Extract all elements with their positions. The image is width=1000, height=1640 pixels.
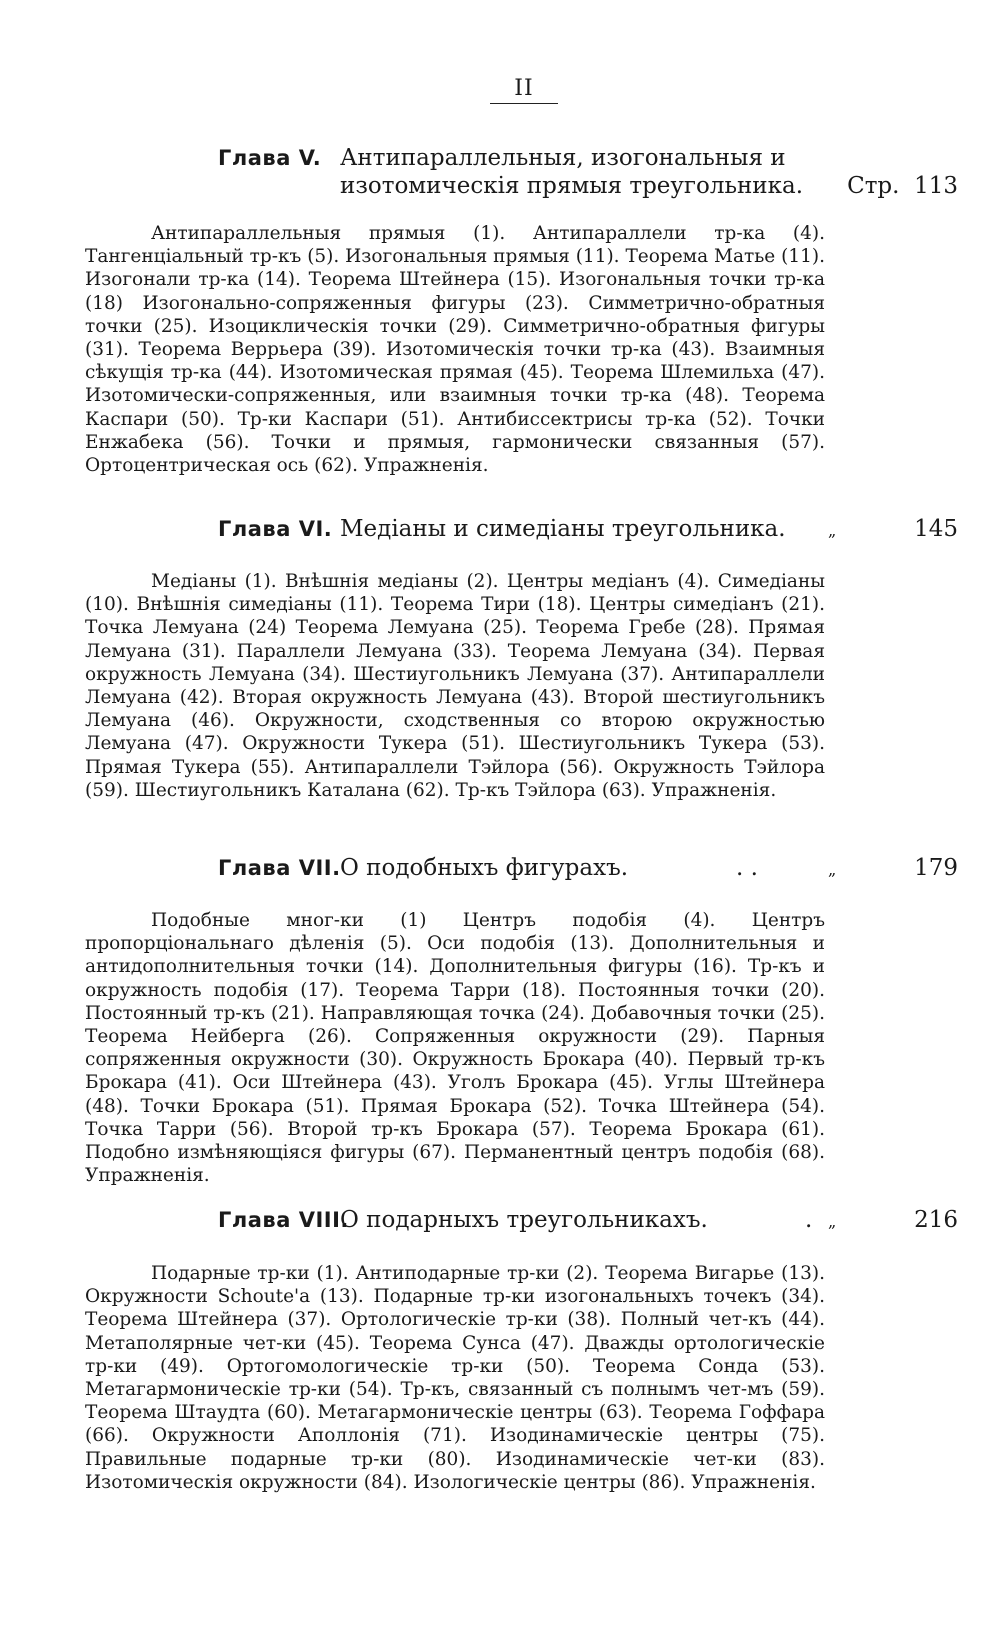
page-value: 145 xyxy=(914,516,958,542)
page-number: II xyxy=(490,76,558,104)
chapter-heading xyxy=(218,854,958,882)
ditto-mark: „ xyxy=(828,521,837,540)
chapter-contents: Антипараллельныя прямыя (1). Антипараллели тр-ка (4). Тангенціальный тр-къ (5). Изогональныя прямыя (11). Теорема Матье (11). Изогонали тр-ка (14). Теорема Штейнера (15). Изогональныя точки тр-ка (18) Изогонально-сопряженныя фигуры (23). Симметрично-обратныя точки (25). Изоциклическія точки (29). Симметрично-обратныя фигуры (31). Теорема Веррьера (39). Изотомическія точки тр-ка (43). Взаимныя сѣкущія тр-ка (44). Изотомическая прямая (45). Теорема Шлемильха (47). Изотомически-сопряженныя, или взаимныя точки тр-ка (48). Теорема Каспари (50). Тр-ки Каспари (51). Антибиссектрисы тр-ка (52). Точки Енжабека (56). Точки и прямыя, гармонически связанныя (57). Ортоцентрическая ось (62). Упражненія. xyxy=(85,223,825,477)
chapter-heading xyxy=(218,515,958,543)
page-value: 179 xyxy=(914,855,958,881)
chapter-label: Глава VI. xyxy=(218,517,333,541)
chapter-contents: Подобные мног-ки (1) Центръ подобія (4). Центръ пропорціональнаго дѣленія (5). Оси подобія (13). Дополнительныя и антидополнительныя точки (14). Дополнительныя фигуры (16). Тр-къ и окружность подобія (17). Теорема Тарри (18). Постоянныя точки (20). Постоянный тр-къ (21). Направляющая точка (24). Добавочныя точки (25). Теорема Нейберга (26). Сопряженныя окружности (29). Парныя сопряженныя окружности (30). Окружность Брокара (40). Первый тр-къ Брокара (41). Оси Штейнера (43). Уголъ Брокара (45). Углы Штейнера (48). Точки Брокара (51). Прямая Брокара (52). Точка Штейнера (54). Точка Тарри (56). Второй тр-къ Брокара (57). Теорема Брокара (61). Подобно измѣняющіяся фигуры (67). Перманентный центръ подобія (68). Упражненія. xyxy=(85,910,825,1187)
chapter-title: Антипараллельныя, изогональныя и xyxy=(340,145,786,171)
ditto-mark: „ xyxy=(828,1212,837,1231)
ditto-mark: „ xyxy=(828,860,837,879)
chapter-title: Медіаны и симедіаны треугольника. xyxy=(340,516,786,542)
chapter-title-continued: изотомическія прямыя треугольника. xyxy=(340,173,804,199)
leader-dots: . . xyxy=(736,855,758,881)
chapter-contents: Подарные тр-ки (1). Антиподарные тр-ки (2). Теорема Вигарье (13). Окружности Schoute'a (13). Подарные тр-ки изогональныхъ точекъ (34). Теорема Штейнера (37). Ортологическіе тр-ки (38). Полный чет-къ (44). Метаполярные чет-ки (45). Теорема Сунса (47). Дважды ортологическіе тр-ки (49). Ортогомологическіе тр-ки (50). Теорема Сонда (53). Метагармоническіе тр-ки (54). Тр-къ, связанный съ полнымъ чет-мъ (59). Теорема Штаудта (60). Метагармоническіе центры (63). Теорема Гоффара (66). Окружности Аполлонія (71). Изодинамическіе центры (75). Правильные подарные тр-ки (80). Изодинамическіе чет-ки (83). Изотомическія окружности (84). Изологическіе центры (86). Упражненія. xyxy=(85,1263,825,1493)
page-prefix: Стр. xyxy=(847,173,900,199)
page-reference xyxy=(847,172,958,200)
chapter-label: Глава VIII. xyxy=(218,1208,349,1232)
chapter-label: Глава V. xyxy=(218,146,322,170)
page-value: 216 xyxy=(914,1207,958,1233)
chapter-heading xyxy=(218,144,958,200)
chapter-contents: Медіаны (1). Внѣшнія медіаны (2). Центры медіанъ (4). Симедіаны (10). Внѣшнія симедіаны (11). Теорема Тири (18). Центры симедіанъ (21). Точка Лемуана (24) Теорема Лемуана (25). Теорема Гребе (28). Прямая Лемуана (31). Параллели Лемуана (33). Теорема Лемуана (34). Первая окружность Лемуана (34). Шестиугольникъ Лемуана (37). Антипараллели Лемуана (42). Вторая окружность Лемуана (43). Второй шестиугольникъ Лемуана (46). Окружности, сходственныя со второю окружностью Лемуана (47). Окружности Тукера (51). Шестиугольникъ Тукера (53). Прямая Тукера (55). Антипараллели Тэйлора (56). Окружность Тэйлора (59). Шестиугольникъ Каталана (62). Тр-къ Тэйлора (63). Упражненія. xyxy=(85,571,825,801)
chapter-heading xyxy=(218,1206,958,1234)
leader-dots: . xyxy=(805,1207,813,1233)
chapter-label: Глава VII. xyxy=(218,856,341,880)
chapter-title: О подобныхъ фигурахъ. xyxy=(340,855,629,881)
page-value: 113 xyxy=(914,173,958,199)
chapter-title: О подарныхъ треугольникахъ. xyxy=(340,1207,708,1233)
